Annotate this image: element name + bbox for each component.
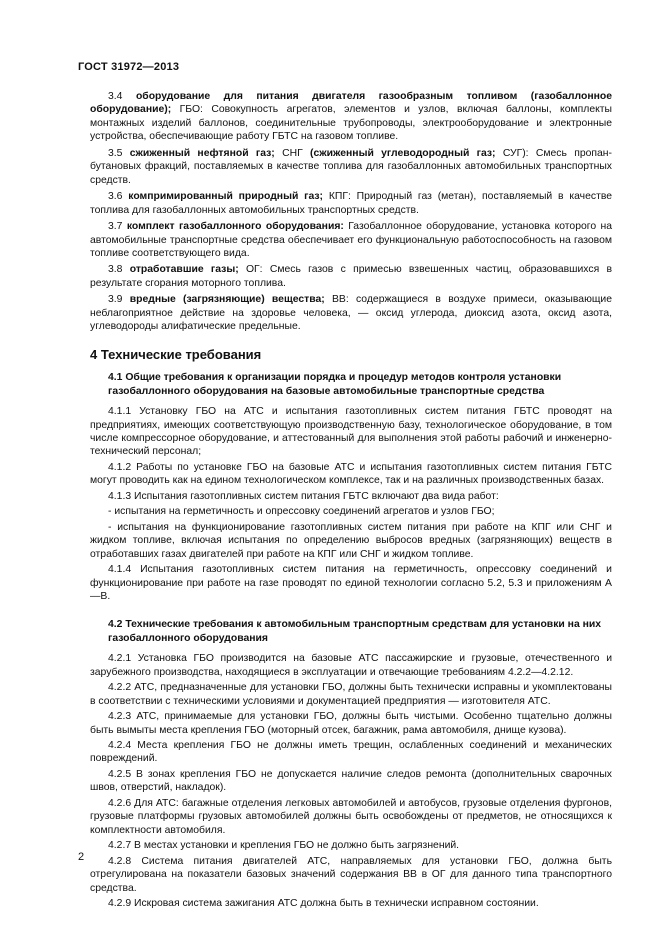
paragraph-4-1-3: 4.1.3 Испытания газотопливных систем питания ГБТС включают два вида работ:: [108, 490, 499, 502]
paragraph-4-2-1: 4.2.1 Установка ГБО производится на базовые АТС пассажирские и грузовые, отечественного и зарубежного производства, находящиеся в эксплуатации и отвечающие требованиям 4.2.2—4.2.12.: [90, 653, 612, 678]
list-item: - испытания на функционирование газотопливных систем питания при работе на КПГ или СНГ и жидком топливе, включая испытания по определению выбросов вредных (загрязняющих) веществ в отработавших газах двигателей при работе на КПГ или СНГ и жидком топливе.: [90, 521, 612, 560]
paragraph-4-2-3: 4.2.3 АТС, принимаемые для установки ГБО, должны быть чистыми. Особенно тщательно должны быть вымыты места крепления ГБО (моторный отсек, багажник, рама автомобиля, днище кузова).: [90, 711, 612, 736]
section-title: 4 Технические требования: [90, 346, 262, 362]
definition-3-7: 3.7 комплект газобаллонного оборудования: Газобаллонное оборудование, установка которого на автомобильные транспортные средства обеспечивает его функциональную работоспособность на газовом топливе соответствующего вида.: [90, 221, 612, 259]
subsection-title-4-1: 4.1 Общие требования к организации порядка и процедур методов контроля установки газобаллонного оборудования на базовые автомобильные транспортные средства: [108, 372, 562, 397]
definition-3-4: 3.4 оборудование для питания двигателя газообразным топливом (газобаллонное оборудование); ГБО: Совокупность агрегатов, элементов и узлов, включая баллоны, комплекты монтажных изделий баллонов, соединительные трубопроводы, электрооборудование и электронные устройства, обеспечивающие работу ГБТС на газовом топливе.: [90, 91, 612, 143]
list-item: - испытания на герметичность и опрессовку соединений агрегатов и узлов ГБО;: [108, 506, 495, 518]
definition-3-6: 3.6 компримированный природный газ; КПГ: Природный газ (метан), поставляемый в качестве топлива для газобаллонных автомобильных транспортных средств.: [90, 191, 613, 216]
page-number: 2: [78, 851, 85, 863]
paragraph-4-2-6: 4.2.6 Для АТС: багажные отделения легковых автомобилей и автобусов, грузовые отделения фургонов, грузовые платформы грузовых автомобилей должны быть освобождены от предметов, не относящихся к комплектности автомобиля.: [90, 797, 612, 836]
paragraph-4-1-1: 4.1.1 Установку ГБО на АТС и испытания газотопливных систем питания ГБТС проводят на предприятиях, имеющих соответствующую производственную базу, технологическое оборудование, в том числе компрессорное оборудование, и аттестованный для выполнения этой работы рабочий и инженерно-технический персонал;: [90, 406, 612, 458]
paragraph-4-1-2: 4.1.2 Работы по установке ГБО на базовые АТС и испытания газотопливных систем питания ГБТС могут проводить как на едином технологическом комплексе, так и на различных производственных базах.: [90, 461, 612, 487]
paragraph-4-2-5: 4.2.5 В зонах крепления ГБО не допускается наличие следов ремонта (дополнительных сварочных швов, отверстий, накладок).: [90, 768, 612, 794]
subsection-title-4-2: 4.2 Технические требования к автомобильным транспортным средствам для установки на них газобаллонного оборудования: [108, 619, 602, 644]
definition-3-8: 3.8 отработавшие газы; ОГ: Смесь газов с примесью взвешенных частиц, образовавшихся в результате сгорания моторного топлива.: [90, 264, 612, 289]
paragraph-4-2-8: 4.2.8 Система питания двигателей АТС, направляемых для установки ГБО, должна быть отрегулирована на показатели базовых значений содержания ВВ в ОГ для данного типа транспортного средства.: [90, 855, 612, 894]
paragraph-4-2-9: 4.2.9 Искровая система зажигания АТС должна быть в технически исправном состоянии.: [108, 898, 539, 910]
document-body: [90, 90, 612, 912]
definition-3-5: 3.5 сжиженный нефтяной газ; СНГ (сжиженный углеводородный газ; СУГ): Смесь пропан-бутановых фракций, поставляемых в качестве топлива для газобаллонных автомобильных транспортных средств.: [90, 147, 612, 186]
document-header: ГОСТ 31972—2013: [78, 61, 180, 73]
paragraph-4-2-7: 4.2.7 В местах установки и крепления ГБО не должно быть загрязнений.: [108, 840, 460, 852]
paragraph-4-2-2: 4.2.2 АТС, предназначенные для установки ГБО, должны быть технически исправны и укомплектованы в соответствии с техническими условиями и документацией предприятия — изготовителя АТС.: [90, 682, 612, 707]
definition-3-9: 3.9 вредные (загрязняющие) вещества; ВВ: содержащиеся в воздухе примеси, оказывающие неблагоприятное действие на здоровье человека, — оксид углерода, диоксид азота, оксид азота, углеводороды алифатические предельные.: [90, 294, 612, 333]
paragraph-4-1-4: 4.1.4 Испытания газотопливных систем питания на герметичность, опрессовку соединений и функционирование при работе на газе проводят по единой технологии согласно 5.2, 5.3 и приложениям А—В.: [90, 564, 612, 602]
paragraph-4-2-4: 4.2.4 Места крепления ГБО не должны иметь трещин, ослабленных соединений и механических повреждений.: [90, 740, 612, 765]
definitions-list: [90, 90, 612, 334]
